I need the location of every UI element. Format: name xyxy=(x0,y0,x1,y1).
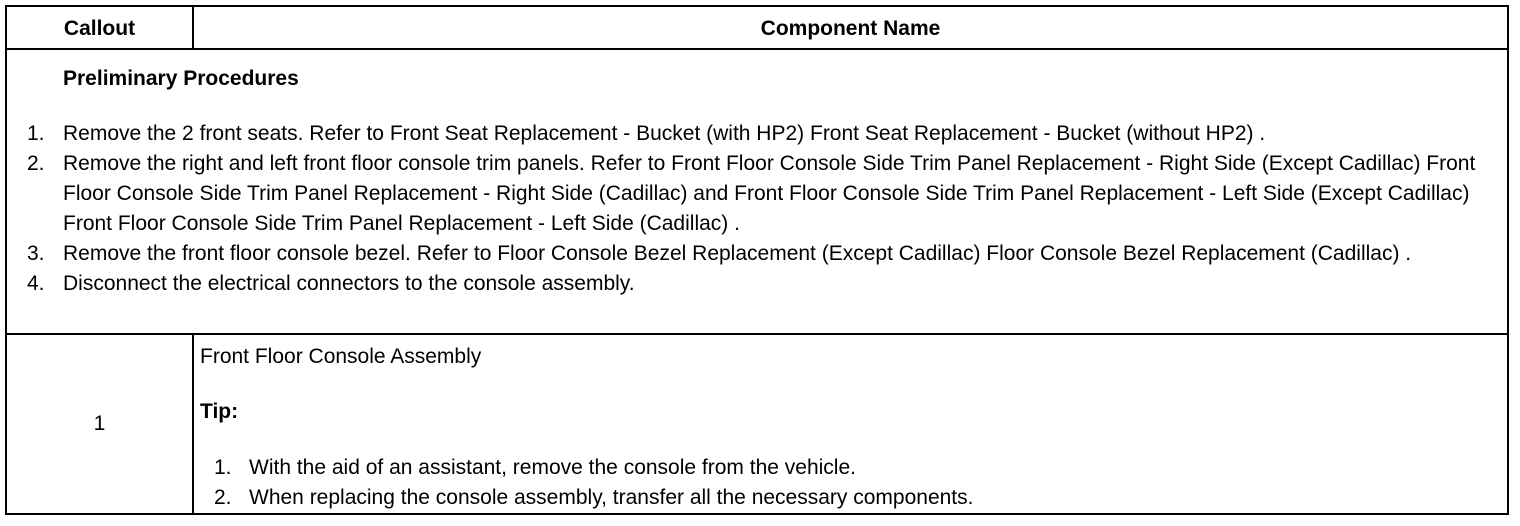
preliminary-step xyxy=(7,269,1507,299)
tip-steps xyxy=(200,453,1507,513)
preliminary-steps xyxy=(7,119,1507,299)
callout-header: Callout xyxy=(6,6,193,49)
callout-cell: 1 xyxy=(6,334,193,514)
procedure-table xyxy=(5,5,1509,515)
header-row xyxy=(6,6,1508,49)
step-number: 1. xyxy=(27,122,45,145)
preliminary-row xyxy=(6,49,1508,334)
component-name: Front Floor Console Assembly xyxy=(200,345,482,368)
step-text: Remove the 2 front seats. Refer to Front Seat Replacement - Bucket (with HP2) Front Seat Replacement - Bucket (without HP2) . xyxy=(63,122,1266,145)
preliminary-step xyxy=(7,149,1507,239)
step-text: Disconnect the electrical connectors to the console assembly. xyxy=(63,272,635,295)
tip-number: 2. xyxy=(214,486,232,509)
step-text: Remove the right and left front floor console trim panels. Refer to Front Floor Console Side Trim Panel Replacement - Right Side (Except Cadillac) Front Floor Console Side Trim Panel Replacement - Right Side (Cadillac) and Front Floor Console Side Trim Panel Replacement - Left Side (Except Cadillac) Front Floor Console Side Trim Panel Replacement - Left Side (Cadillac) . xyxy=(63,152,1476,235)
preliminary-step xyxy=(7,239,1507,269)
component-name-header: Component Name xyxy=(193,6,1508,49)
tip-number: 1. xyxy=(214,456,232,479)
step-number: 3. xyxy=(27,242,45,265)
step-number: 2. xyxy=(27,152,45,175)
tip-step xyxy=(200,453,1507,483)
preliminary-cell xyxy=(6,49,1508,334)
step-text: Remove the front floor console bezel. Refer to Floor Console Bezel Replacement (Except Cadillac) Floor Console Bezel Replacement (Cadillac) . xyxy=(63,242,1412,265)
preliminary-step xyxy=(7,119,1507,149)
preliminary-heading: Preliminary Procedures xyxy=(63,67,299,90)
tip-label: Tip: xyxy=(200,400,239,423)
tip-step xyxy=(200,483,1507,513)
table-row xyxy=(6,334,1508,514)
component-cell xyxy=(193,334,1508,514)
step-number: 4. xyxy=(27,272,45,295)
tip-text: When replacing the console assembly, transfer all the necessary components. xyxy=(249,486,974,509)
tip-text: With the aid of an assistant, remove the console from the vehicle. xyxy=(249,456,856,479)
